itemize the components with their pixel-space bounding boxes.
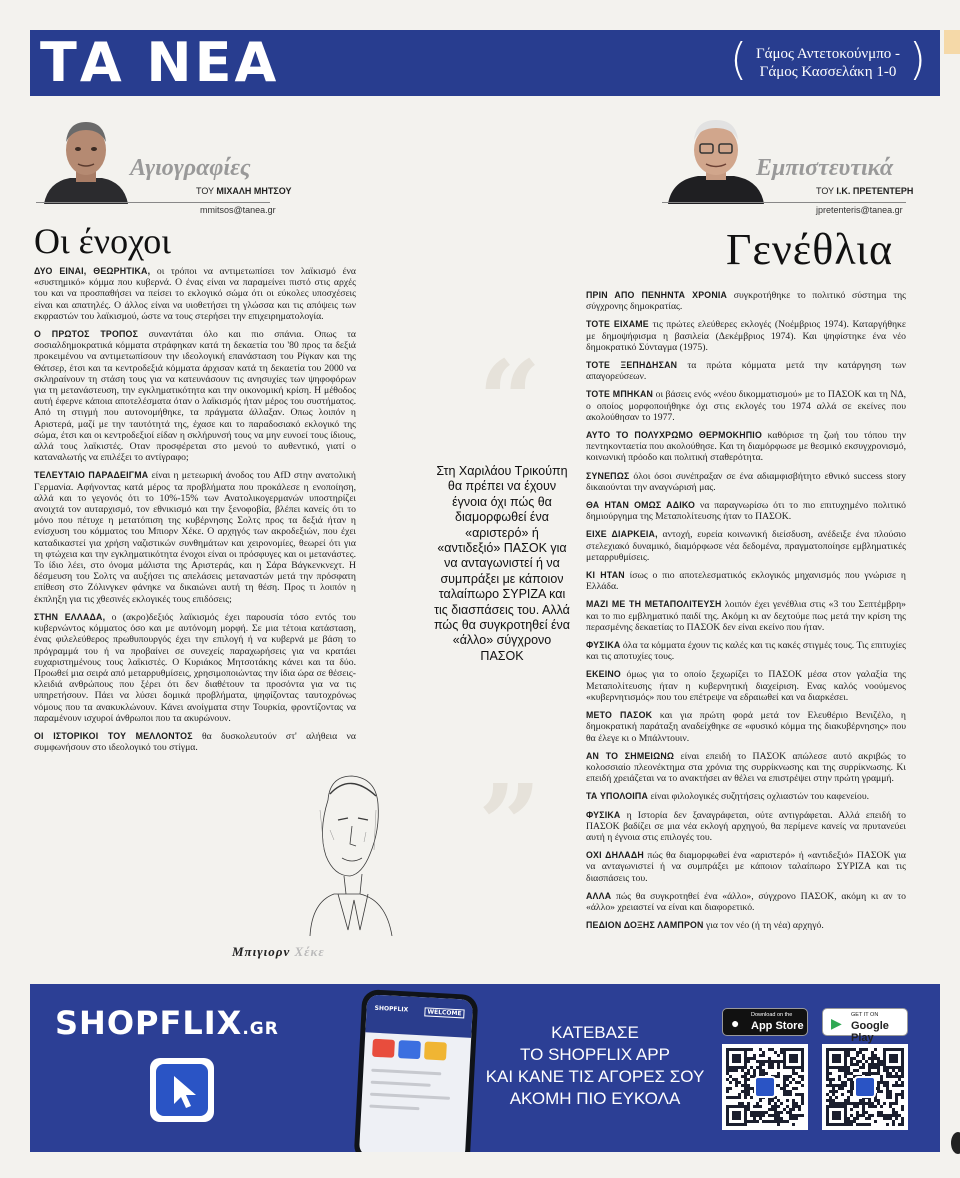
byline-prefix-right: ΤΟΥ: [816, 186, 834, 196]
paragraph-text: είναι επειδή το ΠΑΣΟΚ απώλεσε αυτό ακριβώς το κολοσσιαίο πλεονέκτημα στα χρόνια της συρρίκνωσης και της συρρίκνωσης. Κι επειδή χρειάζεται να το ανακτήσει αν θέλει να επιστρέψει στην πρώτη γραμμή.: [586, 750, 906, 785]
phone-line: [369, 1105, 419, 1111]
paragraph-text: οι τρόποι να αντιμετωπίσει τον λαϊκισμό ένα «συστημικό» κόμμα που κυβερνά. Ο ένας είναι να παραμείνει πιστό στις αρχές του και να προσπαθήσει να πείσει το εκλογικό σώμα ότι οι εύκολες υποσχέσεις είναι και απατηλές. Ο άλλος είναι να υιοθετήσει τη γλώσσα και τις απόψεις των εκφραστών του λαϊκισμού, ώστε να τους στερήσει την επιχειρηματολογία.: [34, 266, 357, 322]
top-headline[interactable]: [730, 36, 926, 90]
open-quote-icon: “: [478, 336, 542, 465]
paragraph-lead: ΣΤΗΝ ΕΛΛΑΔΑ,: [34, 611, 106, 622]
paragraph-text: να παραγνωρίσω ότι το πιο επιτυχημένο πολιτικό δημιούργημα της Μεταπολίτευσης ήταν το ΠΑΣΟΚ.: [586, 500, 906, 523]
sketch-caption-first: Μπιγιορν: [232, 944, 291, 959]
paragraph-lead: ΤΕΛΕΥΤΑΙΟ ΠΑΡΑΔΕΙΓΜΑ: [34, 470, 149, 481]
phone-mockup: [354, 989, 479, 1152]
author-name-left: ΜΙΧΑΛΗ ΜΗΤΣΟΥ: [216, 186, 292, 196]
google-play-button[interactable]: [822, 1008, 908, 1044]
paragraph-lead: ΠΡΙΝ ΑΠΟ ΠΕΝΗΝΤΑ ΧΡΟΝΙΑ: [586, 290, 728, 300]
paragraph-text: είναι φιλολογικές συζητήσεις οχλιαστών του καφενείου.: [648, 791, 870, 803]
paragraph: [586, 389, 906, 423]
phone-line: [370, 1093, 450, 1100]
play-icon: ▶: [831, 1015, 842, 1031]
byline-prefix-left: ΤΟΥ: [196, 186, 214, 196]
paragraph: [586, 669, 906, 703]
email-left[interactable]: mmitsos@tanea.gr: [200, 205, 276, 215]
top-headline-line1: Γάμος Αντετοκούνμπο -: [755, 46, 901, 62]
sketch-caption: [232, 944, 325, 960]
paragraph-text: η Ιστορία δεν ξαναγράφεται, ούτε αντιγράφεται. Αλλά επειδή το ΠΑΣΟΚ βαδίζει σε μια νέα εκλογή αρχηγού, θα περίμενε κανείς να πρυτανεύει αυτή η έγνοια στις επιλογές του.: [586, 809, 906, 843]
paragraph: [586, 920, 906, 931]
shopflix-ad[interactable]: [30, 984, 940, 1152]
paragraph-lead: ΤΟΤΕ ΜΠΗΚΑΝ: [586, 389, 654, 400]
paragraph: [586, 599, 906, 633]
paragraph: [34, 266, 356, 322]
ad-line-2: ΤΟ SHOPFLIX APP: [520, 1045, 670, 1064]
paragraph: [586, 640, 906, 662]
paragraph: [586, 500, 906, 522]
paragraph-text: τα πρώτα κόμματα μετά την κατάργηση των απαγορεύσεων.: [586, 360, 906, 383]
paragraph-text: ο (ακρο)δεξιός λαϊκισμός έχει παρουσία τόσο εντός του κυβερνώντος κόμματος όσο και με αυτόνομη μορφή. Σε μια τέτοια κατάσταση, ένας φιλελεύθερος πρωθυπουργός έχει την επιλογή ή να κυβερνά με βάση το πρόγραμμά του ή να προβαίνει σε συνεχείς παραχωρήσεις για να κρατάει ευχαριστημένους τους λαϊκιστές. Ο Κυριάκος Μητσοτάκης κάνει και τα δύο. Προωθεί μια σειρά από μεταρρυθμίσεις, χρησιμοποιώντας την ίδια ώρα σε θέσεις-κλειδιά ανθρώπους που ξέρει ότι δεν διαθέτουν τα προσόντα για να τις υπηρετήσουν. Πάει να λύσει δομικά προβλήματα, ψηφίζοντας ταυτοχρόνως νόμους που τα ανακυκλώνουν. Κάνει ανοίγματα στην Τουρκία, φροντίζοντας να παραμένουν ισχυροί άνθρωποι που τα ακυρώνουν.: [34, 611, 356, 724]
shopflix-brand: SHOPFLIX: [55, 1004, 243, 1042]
paragraph: [34, 470, 356, 604]
top-headline-line2: Γάμος Κασσελάκη 1-0: [759, 64, 897, 80]
paragraph-lead: ΔΥΟ ΕΙΝΑΙ, ΘΕΩΡΗΤΙΚΑ,: [34, 266, 151, 276]
column-name-left: Αγιογραφίες: [130, 155, 251, 181]
ad-headline: [485, 1022, 705, 1110]
paragraph-lead: ΕΚΕΙΝΟ: [586, 669, 621, 680]
paragraph-lead: ΦΥΣΙΚΑ: [586, 809, 621, 820]
paragraph-lead: ΟΧΙ ΔΗΛΑΔΗ: [586, 850, 644, 861]
email-right[interactable]: jpretenteris@tanea.gr: [816, 205, 903, 215]
article-body-right: [586, 290, 906, 938]
paragraph-text: και για πρώτη φορά μετά τον Ελευθέριο Βενιζέλο, η δημοκρατική παράταξη αναδείχθηκε σε «φυσικό κόμμα της διακυβέρνησης» που θα έλεγε κι ο Μπάλντουιν.: [586, 710, 906, 744]
pull-quote: Στη Χαριλάου Τρικούπη θα πρέπει να έχουν έγνοια όχι πώς θα διαμορφωθεί ένα «αριστερό» ή «αντιδεξιό» ΠΑΣΟΚ για να ανταγωνιστεί ή να συμπράξει με κάποιον ταλαίπωρο ΣΥΡΙΖΑ και τις διασπάσεις του. Αλλά πώς θα συγκροτηθεί ένα «άλλο» σύγχρονο ΠΑΣΟΚ: [433, 464, 570, 663]
paragraph-lead: ΤΟΤΕ ΞΕΠΗΔΗΣΑΝ: [586, 360, 678, 371]
paragraph: [586, 791, 906, 802]
qr-center-icon: [754, 1076, 776, 1098]
page-corner: [944, 30, 960, 54]
qr-code-googleplay[interactable]: [822, 1044, 908, 1130]
cursor-app-icon: [150, 1058, 214, 1122]
app-store-small: Download on the: [751, 1012, 793, 1018]
paragraph-lead: Ο ΠΡΩΤΟΣ ΤΡΟΠΟΣ: [34, 329, 139, 340]
phone-brand: SHOPFLIX: [374, 1004, 409, 1014]
phone-line: [371, 1081, 431, 1087]
shopflix-suffix: .GR: [242, 1019, 279, 1039]
column-name-right: Εμπιστευτικά: [756, 155, 894, 181]
paragraph: [586, 360, 906, 382]
divider-left: [36, 202, 270, 203]
apple-icon: ●: [731, 1015, 740, 1031]
article-title-right: Γενέθλια: [726, 225, 894, 274]
google-play-label: Google Play: [851, 1020, 889, 1044]
right-paren-icon: ): [908, 34, 926, 85]
paragraph-text: θα δυσκολευτούν στ' αλήθεια να συμφωνήσουν στο ιδεολογικό του στίγμα.: [34, 730, 356, 754]
paragraph-lead: ΠΕΔΙΟΝ ΔΟΞΗΣ ΛΑΜΠΡΟΝ: [586, 920, 704, 931]
paragraph-text: συγκροτήθηκε το πολιτικό σύστημα της σύγχρονης δημοκρατίας.: [586, 290, 906, 313]
paragraph: [586, 529, 906, 563]
paragraph-text: είναι η μετεωρική άνοδος του AfD στην ανατολική Γερμανία. Αφήνοντας κατά μέρος τα προβλήματα που προκάλεσε η ενοποίηση, αλλά και το γεγονός ότι το 10%-15% των Ανατολικογερμανών υποστηρίζει ανοιχτά τον αυταρχισμό, τον εθνικισμό και την ξενοφοβία, βλέπει κανείς ότι το μόνο που πέτυχε η μετατόπιση της κυβέρνησης Σολτς προς τα δεξιά ήταν η ενίσχυση του κόμματος του Μπιορν Χέκε. Ο αρχηγός των ακροδεξιών, που έχει καταδικαστεί για χρήση ναζιστικών συνθημάτων και χειρονομίες, θεωρεί ότι για τη φτώχεια και την εγκληματικότητα ένοχοι είναι οι πρόσφυγες και οι μετανάστες. Το ίδιο λέει, στο όνομα μάλιστα της Αριστεράς, και η Σάρα Βάγκενκνεχτ. Η δέσμευση του Σολτς να αυξήσει τις απελάσεις μεταναστών μετά την πρόσφατη επίθεση στο Ζόλινγκεν φάνηκε να δικαιώνει αυτή τη θέση. Προς τι λοιπόν η έκπληξη για τις χθεσινές εκλογικές τους επιδόσεις;: [34, 470, 356, 605]
qr-center-icon: [854, 1076, 876, 1098]
google-play-small: GET IT ON: [851, 1012, 879, 1018]
ad-line-1: ΚΑΤΕΒΑΣΕ: [551, 1023, 639, 1042]
phone-line: [371, 1069, 441, 1076]
shopflix-logo: [55, 1004, 279, 1042]
paragraph: [586, 319, 906, 353]
close-quote-icon: ”: [478, 760, 542, 889]
paragraph-text: ίσως ο πιο αποτελεσματικός εκλογικός μηχανισμός που γνώρισε η Ελλάδα.: [586, 570, 906, 593]
paragraph-lead: ΑΝ ΤΟ ΣΗΜΕΙΩΝΩ: [586, 750, 675, 761]
paragraph-lead: ΜΕΤΟ ΠΑΣΟΚ: [586, 710, 653, 721]
paragraph-lead: ΚΙ ΗΤΑΝ: [586, 570, 625, 581]
paragraph-text: πώς θα διαμορφωθεί ένα «αριστερό» ή «αντιδεξιό» ΠΑΣΟΚ για να ανταγωνιστεί ή να συμπράξει με κάποιον ταλαίπωρο ΣΥΡΙΖΑ και τις διασπάσεις του.: [586, 850, 906, 884]
page-edge-mark: [951, 1132, 960, 1154]
paragraph-lead: ΑΥΤΟ ΤΟ ΠΟΛΥΧΡΩΜΟ ΘΕΡΜΟΚΗΠΙΟ: [586, 430, 762, 441]
paragraph-lead: ΘΑ ΗΤΑΝ ΟΜΩΣ ΑΔΙΚΟ: [586, 500, 696, 511]
paragraph-text: όλα τα κόμματα έχουν τις καλές και τις κακές στιγμές τους. Τις επιτυχίες και τις αποτυχίες τους.: [586, 640, 906, 663]
paragraph: [586, 891, 906, 913]
phone-welcome: WELCOME: [424, 1007, 465, 1018]
paragraph: [586, 430, 906, 464]
paragraph-lead: ΤΟΤΕ ΕΙΧΑΜΕ: [586, 319, 649, 330]
author-portrait-mitsos: [36, 112, 136, 204]
paragraph: [586, 471, 906, 493]
paragraph-lead: ΟΙ ΙΣΤΟΡΙΚΟΙ ΤΟΥ ΜΕΛΛΟΝΤΟΣ: [34, 730, 193, 741]
paragraph: [34, 329, 356, 463]
byline-left: [196, 186, 292, 196]
paragraph-text: τις πρώτες ελεύθερες εκλογές (Νοέμβριος 1974). Καταργήθηκε με δημοψήφισμα η βασιλεία (Δεκέμβριος 1974). Και ψηφίστηκε ένα νέο δημοκρατικό Σύνταγμα (1975).: [586, 319, 907, 353]
article-title-left: Οι ένοχοι: [34, 221, 171, 261]
paragraph: [34, 612, 356, 724]
author-name-right: Ι.Κ. ΠΡΕΤΕΝΤΕΡΗ: [836, 186, 914, 196]
paragraph-text: όλοι όσοι συνέπραξαν σε ένα αδιαμφισβήτητο εθνικό success story δικαιούνται την αναγνώρισή μας.: [586, 470, 906, 493]
paragraph: [34, 731, 356, 753]
phone-tile: [424, 1041, 447, 1060]
app-store-button[interactable]: [722, 1008, 808, 1036]
app-store-label: App Store: [751, 1020, 804, 1032]
paragraph: [586, 751, 906, 785]
author-portrait-pretenteris: [662, 112, 770, 204]
ad-line-3: ΚΑΙ ΚΑΝΕ ΤΙΣ ΑΓΟΡΕΣ ΣΟΥ: [485, 1067, 705, 1086]
paragraph-text: αντοχή, ευρεία κοινωνική διείσδυση, ανέδειξε ένα πλούσιο στελεχιακό δυναμικό, διαμόρφωσε νέα δεδομένα, πραγματοποίησε εμβληματικές μεταρρυθμίσεις.: [586, 529, 906, 563]
masthead: [30, 30, 940, 96]
paragraph: [586, 570, 906, 592]
left-paren-icon: (: [730, 34, 748, 85]
hoecke-sketch: [290, 770, 400, 936]
paragraph-text: πώς θα συγκροτηθεί ένα «άλλο», σύγχρονο ΠΑΣΟΚ, ακόμη κι αν το «άλλο» χρειαστεί να είναι και διαφορετικό.: [586, 890, 906, 913]
paragraph-lead: ΕΙΧΕ ΔΙΑΡΚΕΙΑ,: [586, 529, 658, 540]
paragraph: [586, 710, 906, 744]
qr-code-appstore[interactable]: [722, 1044, 808, 1130]
paragraph-text: λοιπόν έχει γενέθλια στις «3 του Σεπτέμβρη» και το πιο εμβληματικό παιδί της. Ακόμη κι αν δεχτούμε πως μετά την κρίση της περασμένης δεκαετίας το ΠΑΣΟΚ δεν είναι εκείνο που ήταν.: [586, 599, 906, 633]
paragraph-lead: ΦΥΣΙΚΑ: [586, 640, 621, 651]
paragraph-text: καθόρισε τη ζωή του τόπου την πεντηκονταετία που ακολούθησε. Και τη διαμόρφωσε με θεσμικό εκσυγχρονισμό, κοινωνική πρόοδο και πολιτική σταθερότητα.: [586, 430, 906, 464]
phone-tile: [372, 1039, 395, 1058]
paragraph-text: όμως για το οποίο ξεχωρίζει το ΠΑΣΟΚ μέσα στον γαλαξία της Μεταπολίτευσης ήταν η κυβερνητική διαχείριση. Ενας καλός νοούμενος «κυβερνητισμός» που του επέτρεψε να εδραιωθεί και να διαρκέσει.: [586, 669, 906, 703]
ad-line-4: ΑΚΟΜΗ ΠΙΟ ΕΥΚΟΛΑ: [509, 1089, 681, 1108]
sketch-caption-last: Χέκε: [294, 944, 325, 959]
paragraph: [586, 290, 906, 312]
divider-right: [662, 202, 906, 203]
paragraph: [586, 850, 906, 884]
byline-right: [816, 186, 913, 196]
paragraph-text: για τον νέο (ή τη νέα) αρχηγό.: [703, 920, 824, 932]
paragraph-lead: ΤΑ ΥΠΟΛΟΙΠΑ: [586, 791, 649, 802]
phone-tile: [398, 1040, 421, 1059]
paragraph-text: συναντάται όλο και πιο σπάνια. Οπως τα σοσιαλδημοκρατικά κόμματα στράφηκαν κατά τη δεκαετία του '80 προς τα δεξιά προκειμένου να αντιμετωπίσουν την ιδεολογική επανάσταση του Ρίγκαν και της Θάτσερ, έτσι και τα κεντροδεξιά κόμματα άρχισαν κατά τη δεκαετία του 2000 να σκληραίνουν τη στάση τους για να κατευνάσουν τις ανησυχίες των ψηφοφόρων για τη μετανάστευση, την εγκληματικότητα και την οικονομική κρίση. Η μέθοδος αυτή έφερνε κάποια αποτελέσματα όταν ο λαϊκισμός ήταν μέρος του συστήματος. Από τη στιγμή που αυτονομήθηκε, τα πράγματα άλλαξαν. Οπως λοιπόν η Αριστερά, μαζί με την ταυτότητά της, έχασε και το παραδοσιακό εκλογικό της σώμα, έτσι και οι κεντροδεξιοί είδαν η σκλήρυνσή τους να μην ευνοεί τους ίδιους, αλλά τους λαϊκιστές. Οταν προσφέρεται στο μενού το αυθεντικό, γιατί ο καταναλωτής να επιλέξει το αντίγραφο;: [34, 329, 356, 464]
paragraph-lead: ΣΥΝΕΠΩΣ: [586, 470, 630, 481]
paragraph-text: οι βάσεις ενός «νέου δικομματισμού» με το ΠΑΣΟΚ και τη ΝΔ, ο οποίος μορφοποιήθηκε όχι στις εκλογές του 1974 αλλά σε εκείνες που ακολούθησαν το 1977.: [586, 389, 906, 423]
paragraph-lead: ΑΛΛΑ: [586, 890, 612, 901]
article-body-left: [34, 266, 356, 760]
paragraph-lead: ΜΑΖΙ ΜΕ ΤΗ ΜΕΤΑΠΟΛΙΤΕΥΣΗ: [586, 599, 722, 610]
newspaper-logo[interactable]: ΤΑ ΝΕΑ: [40, 31, 280, 94]
paragraph: [586, 810, 906, 844]
